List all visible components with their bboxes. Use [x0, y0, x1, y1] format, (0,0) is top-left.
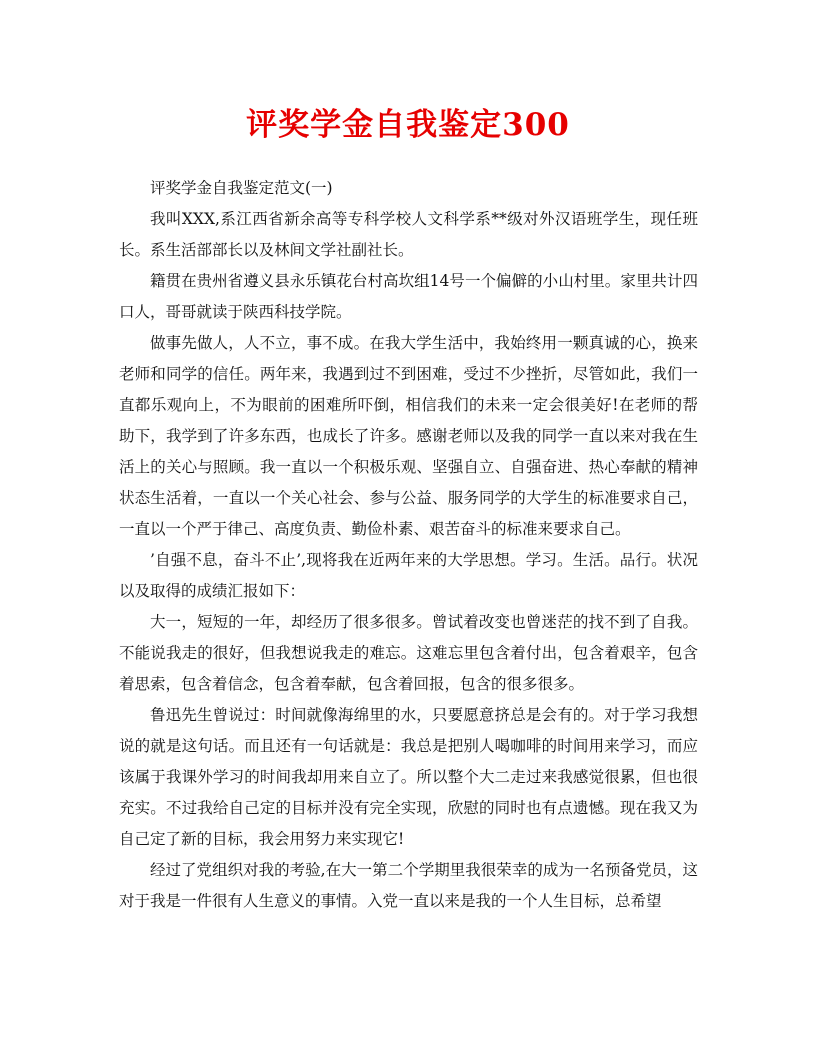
paragraph-first-year: 大一，短短的一年，却经历了很多很多。曾试着改变也曾迷茫的找不到了自我。不能说我走的很好，但我想说我走的难忘。这难忘里包含着付出，包含着艰辛，包含着思索，包含着信念，包含着奉献，包含着回报，包含的很多很多。: [119, 613, 698, 693]
paragraph-party: 经过了党组织对我的考验,在大一第二个学期里我很荣幸的成为一名预备党员，这对于我是一件很有人生意义的事情。入党一直以来是我的一个人生目标，总希望: [119, 861, 698, 910]
paragraph-hometown: 籍贯在贵州省遵义县永乐镇花台村高坎组14号一个偏僻的小山村里。家里共计四口人，哥哥就读于陕西科技学院。: [119, 272, 698, 321]
document-body: [119, 173, 698, 917]
paragraph-study: 鲁迅先生曾说过：时间就像海绵里的水，只要愿意挤总是会有的。对于学习我想说的就是这句话。而且还有一句话就是：我总是把别人喝咖啡的时间用来学习，而应该属于我课外学习的时间我却用来自立了。所以整个大二走过来我感觉很累，但也很充实。不过我给自己定的目标并没有完全实现，欣慰的同时也有点遗憾。现在我又为自己定了新的目标，我会用努力来实现它!: [119, 706, 698, 848]
document-title: 评奖学金自我鉴定300: [246, 107, 570, 143]
paragraph-report-intro: ’自强不息，奋斗不止’,现将我在近两年来的大学思想。学习。生活。品行。状况以及取得的成绩汇报如下：: [119, 551, 698, 600]
paragraph-introduction: 我叫XXX,系江西省新余高等专科学校人文科学系**级对外汉语班学生，现任班长。系生活部部长以及林间文学社副社长。: [119, 210, 698, 259]
paragraph-heading: 评奖学金自我鉴定范文(一): [150, 179, 333, 197]
paragraph-character: 做事先做人，人不立，事不成。在我大学生活中，我始终用一颗真诚的心，换来老师和同学的信任。两年来，我遇到过不到困难，受过不少挫折，尽管如此，我们一直都乐观向上，不为眼前的困难所吓倒，相信我们的未来一定会很美好!在老师的帮助下，我学到了许多东西，也成长了许多。感谢老师以及我的同学一直以来对我在生活上的关心与照顾。我一直以一个积极乐观、坚强自立、自强奋进、热心奉献的精神状态生活着，一直以一个关心社会、参与公益、服务同学的大学生的标准要求自己，一直以一个严于律己、高度负责、勤俭朴素、艰苦奋斗的标准来要求自己。: [119, 334, 698, 538]
